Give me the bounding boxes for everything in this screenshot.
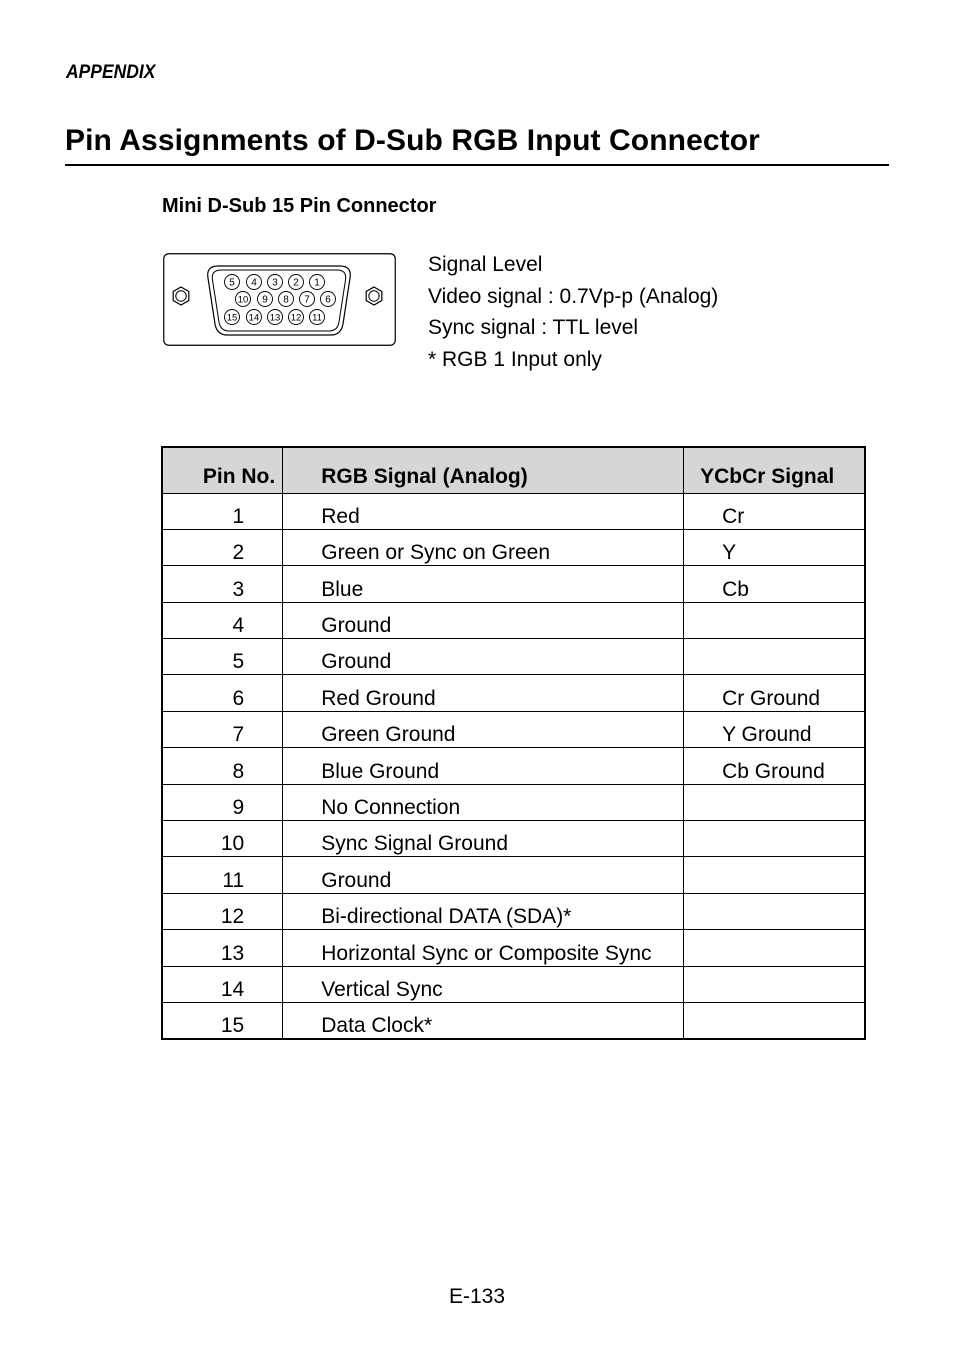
pin-label: 14 xyxy=(248,312,260,324)
table-row xyxy=(162,893,865,929)
pin-label: 3 xyxy=(272,277,278,289)
ycbcr-signal-cell: Cb Ground xyxy=(684,748,865,784)
pin-label: 15 xyxy=(226,312,238,324)
pin-number-cell: 15 xyxy=(162,1002,283,1038)
title-divider xyxy=(65,164,889,166)
rgb-signal-cell: Sync Signal Ground xyxy=(283,821,684,857)
pin-label: 7 xyxy=(304,294,310,306)
pin-label: 13 xyxy=(269,312,281,324)
rgb-signal-cell: Ground xyxy=(283,857,684,893)
pin-label: 5 xyxy=(229,277,235,289)
pin-label: 2 xyxy=(293,277,299,289)
table-row xyxy=(162,1002,865,1038)
sync-signal-spec: Sync signal : TTL level xyxy=(428,316,639,340)
ycbcr-signal-cell xyxy=(684,893,865,929)
pin-label: 9 xyxy=(262,294,268,306)
ycbcr-signal-cell xyxy=(684,821,865,857)
pin-number-cell: 7 xyxy=(162,711,283,747)
table-row xyxy=(162,529,865,565)
rgb-signal-cell: Blue xyxy=(283,566,684,602)
section-label: APPENDIX xyxy=(66,62,156,83)
video-signal-spec: Video signal : 0.7Vp-p (Analog) xyxy=(428,284,719,308)
ycbcr-signal-cell xyxy=(684,784,865,820)
ycbcr-signal-cell xyxy=(684,930,865,966)
ycbcr-signal-cell: Cb xyxy=(684,566,865,602)
pin-label: 12 xyxy=(290,312,302,324)
table-row xyxy=(162,639,865,675)
table-row xyxy=(162,493,865,529)
table-row xyxy=(162,566,865,602)
table-row xyxy=(162,966,865,1002)
table-row xyxy=(162,675,865,711)
ycbcr-signal-cell: Y xyxy=(684,529,865,565)
rgb-signal-cell: Blue Ground xyxy=(283,748,684,784)
ycbcr-signal-cell: Cr xyxy=(684,493,865,529)
pin-assignment-table xyxy=(161,446,866,1040)
column-header-ycbcr: YCbCr Signal xyxy=(684,447,865,493)
ycbcr-signal-cell xyxy=(684,602,865,638)
pin-label: 8 xyxy=(283,294,289,306)
rgb-signal-cell: Green or Sync on Green xyxy=(283,529,684,565)
rgb-signal-cell: No Connection xyxy=(283,784,684,820)
pin-number-cell: 10 xyxy=(162,821,283,857)
rgb-signal-cell: Red Ground xyxy=(283,675,684,711)
table-row xyxy=(162,602,865,638)
pin-label: 4 xyxy=(251,277,257,289)
table-row xyxy=(162,857,865,893)
pin-number-cell: 12 xyxy=(162,893,283,929)
pin-label: 6 xyxy=(325,294,331,306)
connector-subtitle: Mini D-Sub 15 Pin Connector xyxy=(162,195,437,217)
table-row xyxy=(162,748,865,784)
pin-number-cell: 1 xyxy=(162,493,283,529)
rgb-signal-cell: Green Ground xyxy=(283,711,684,747)
rgb-signal-cell: Red xyxy=(283,493,684,529)
dsub-connector-diagram xyxy=(163,253,396,346)
pin-number-cell: 13 xyxy=(162,930,283,966)
pin-number-cell: 9 xyxy=(162,784,283,820)
pin-number-cell: 8 xyxy=(162,748,283,784)
rgb-signal-cell: Ground xyxy=(283,639,684,675)
ycbcr-signal-cell xyxy=(684,857,865,893)
page-number: E-133 xyxy=(448,1285,506,1308)
rgb1-footnote: * RGB 1 Input only xyxy=(428,348,602,372)
pin-label: 1 xyxy=(314,277,320,289)
signal-level-heading: Signal Level xyxy=(428,253,543,276)
table-row xyxy=(162,930,865,966)
pin-number-cell: 6 xyxy=(162,675,283,711)
column-header-rgb: RGB Signal (Analog) xyxy=(283,447,684,493)
pin-label: 10 xyxy=(237,294,249,306)
rgb-signal-cell: Ground xyxy=(283,602,684,638)
pin-number-cell: 4 xyxy=(162,602,283,638)
pin-label: 11 xyxy=(312,312,322,324)
pin-number-cell: 14 xyxy=(162,966,283,1002)
ycbcr-signal-cell xyxy=(684,966,865,1002)
rgb-signal-cell: Vertical Sync xyxy=(283,966,684,1002)
table-row xyxy=(162,784,865,820)
ycbcr-signal-cell xyxy=(684,639,865,675)
pin-number-cell: 11 xyxy=(162,857,283,893)
pin-number-cell: 2 xyxy=(162,529,283,565)
ycbcr-signal-cell xyxy=(684,1002,865,1038)
rgb-signal-cell: Horizontal Sync or Composite Sync xyxy=(283,930,684,966)
table-row xyxy=(162,821,865,857)
right-screw-icon xyxy=(366,287,382,305)
column-header-pin: Pin No. xyxy=(162,447,283,493)
ycbcr-signal-cell: Cr Ground xyxy=(684,675,865,711)
table-header-row xyxy=(162,447,865,493)
signal-level-info xyxy=(428,249,718,376)
pin-number-cell: 3 xyxy=(162,566,283,602)
rgb-signal-cell: Bi-directional DATA (SDA)* xyxy=(283,893,684,929)
ycbcr-signal-cell: Y Ground xyxy=(684,711,865,747)
rgb-signal-cell: Data Clock* xyxy=(283,1002,684,1038)
page-title: Pin Assignments of D-Sub RGB Input Connector xyxy=(65,124,760,157)
table-row xyxy=(162,711,865,747)
pin-number-cell: 5 xyxy=(162,639,283,675)
left-screw-icon xyxy=(173,287,189,305)
